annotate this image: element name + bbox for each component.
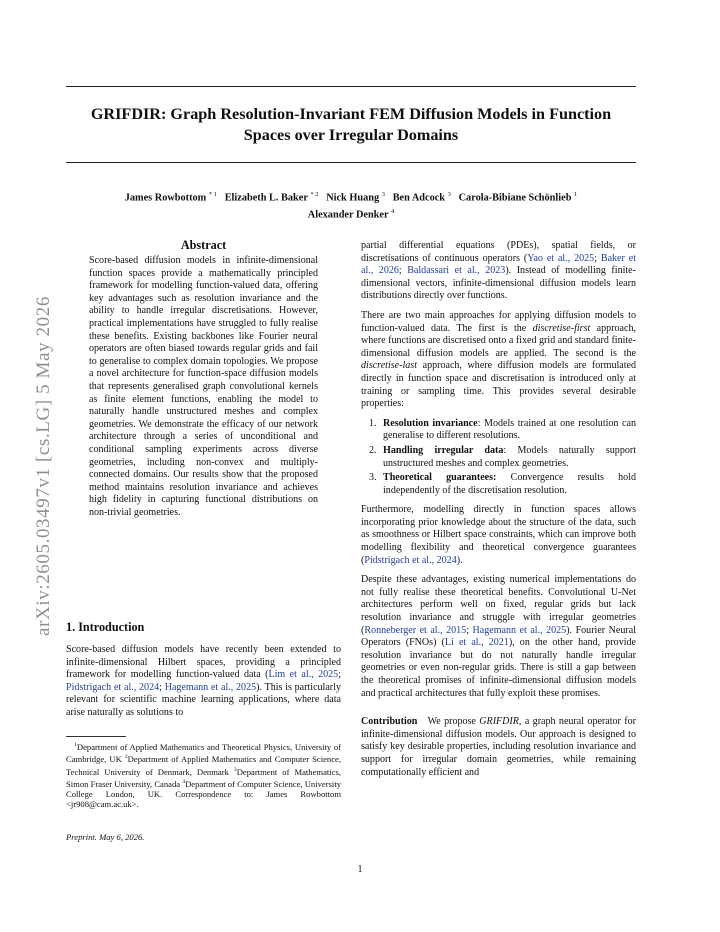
list-item-title: Handling irregular data bbox=[383, 444, 504, 456]
text-run: ). bbox=[456, 554, 463, 566]
text-run: ; bbox=[159, 681, 165, 693]
text-run: partial differential equations (PDEs), spatial fields, or discretisations of continuous operators ( bbox=[361, 240, 636, 264]
right-column bbox=[361, 240, 636, 779]
subsection-heading: Contribution bbox=[361, 716, 418, 728]
paragraph bbox=[361, 310, 636, 411]
author-affiliation-mark: * 1 bbox=[208, 191, 217, 198]
emphasis: discretise-last bbox=[361, 360, 417, 372]
paragraph bbox=[361, 504, 636, 567]
citation-link[interactable]: Lim et al., 2025 bbox=[268, 669, 339, 681]
author-name: Alexander Denker bbox=[307, 209, 389, 221]
list-item-text: : Models trained at one resolution can generalise to different resolutions. bbox=[383, 417, 637, 442]
text-run: Furthermore, modelling directly in function spaces allows incorporating prior knowledge about the structure of the data, such as smoothness or Hilbert space constraints, which can improve both modelling flexibility and theoretical convergence guarantees ( bbox=[361, 504, 636, 566]
title-bottom-rule bbox=[66, 162, 636, 163]
citation-link[interactable]: Hagemann et al., 2025 bbox=[472, 624, 567, 636]
citation-link[interactable]: Hagemann et al., 2025 bbox=[164, 681, 257, 693]
abstract-text: Score-based diffusion models in infinite-dimensional function spaces provide a mathematically principled framework for modelling function-valued data, offering key advantages such as resolution invariance and the ability to handle irregular discretisations. However, practical implementations have struggled to fully realise these benefits. Existing backbones like Fourier neural operators are often biased towards regular grids and fail to generalise to complex domain topologies. We propose a novel architecture for function-space diffusion models that represents generalised graph convolutional kernels as finite element functions, enabling the model to naturally handle unstructured meshes and complex geometries. We demonstrate the efficacy of our network architecture through a series of unconditional and conditional sampling experiments across diverse geometries, including non-convex and multiply-connected domains. Our results show that the proposed method maintains resolution invariance and achieves high fidelity in capturing functional distributions on non-trivial geometries. bbox=[89, 255, 318, 518]
properties-list bbox=[361, 418, 636, 498]
author-affiliation-mark: 4 bbox=[390, 207, 395, 215]
list-number: 2. bbox=[369, 444, 377, 456]
citation-link[interactable]: Baker et al., 2026 bbox=[361, 252, 636, 277]
author-affiliation-mark: 1 bbox=[574, 191, 578, 198]
citation-link[interactable]: Baldassari et al., 2023 bbox=[407, 265, 506, 277]
author-name: Carola-Bibiane Schönlieb bbox=[458, 192, 572, 204]
paper-title bbox=[66, 104, 636, 146]
text-run: approach, where functions are discretised onto a fixed grid and standard finite-dimensional diffusion models are applied. The second is the bbox=[361, 322, 636, 359]
text-run: , a graph neural operator for infinite-dimensional diffusion models. Our approach is designed to satisfy key desirable properties, including resolution invariance and support for irregular domain geometries, while remaining computationally efficient and bbox=[361, 716, 636, 778]
text-run: ; bbox=[338, 669, 341, 681]
list-item-title: Resolution invariance bbox=[383, 417, 478, 429]
text-run: Score-based diffusion models have recently been extended to infinite-dimensional Hilbert spaces, providing a principled framework for modelling function-valued data ( bbox=[66, 644, 341, 681]
text-run: Department of Computer Science, University College London, UK. Correspondence to: James Rowbottom <jr908@cam.ac.uk>. bbox=[66, 778, 342, 810]
text-run: Despite these advantages, existing numerical implementations do not fully realise these theoretical benefits. Convolutional U-Net architectures perform well on fixed, regular grids but lack resolution invariance and struggle with irregular geometries ( bbox=[361, 574, 636, 636]
list-item bbox=[361, 418, 636, 443]
list-item bbox=[361, 445, 636, 470]
citation-link[interactable]: Pidstrigach et al., 2024 bbox=[364, 554, 457, 566]
author-affiliation-mark: * 2 bbox=[310, 191, 319, 198]
author-line-1 bbox=[66, 188, 636, 205]
text-run: ). Fourier Neural Operators (FNOs) ( bbox=[361, 624, 636, 649]
preprint-note: Preprint. May 6, 2026. bbox=[66, 832, 145, 842]
citation-link[interactable]: Pidstrigach et al., 2024 bbox=[66, 681, 160, 693]
citation-link[interactable]: Li et al., 2021 bbox=[444, 637, 509, 649]
text-run: Department of Applied Mathematics and Theoretical Physics, University of Cambridge, UK bbox=[66, 741, 341, 765]
author-list bbox=[66, 188, 636, 222]
paragraph bbox=[361, 574, 636, 700]
author-name: James Rowbottom bbox=[124, 192, 207, 204]
footnote-mark: 2 bbox=[124, 754, 128, 761]
footnote-mark: 3 bbox=[233, 766, 237, 773]
text-run: ; bbox=[398, 265, 408, 277]
text-run: We propose bbox=[427, 716, 480, 728]
page-number: 1 bbox=[357, 864, 363, 875]
author-line-2 bbox=[66, 205, 636, 222]
text-run: Department of Mathematics, Simon Fraser University, Canada bbox=[66, 766, 341, 789]
author-affiliation-mark: 3 bbox=[447, 191, 451, 198]
list-item bbox=[361, 472, 636, 497]
footnote-mark: 4 bbox=[182, 778, 186, 785]
list-number: 3. bbox=[369, 472, 377, 484]
paragraph bbox=[361, 716, 636, 779]
introduction-heading: 1. Introduction bbox=[66, 620, 145, 634]
introduction-paragraph bbox=[66, 644, 341, 720]
text-run: ). This is particularly relevant for scientific machine learning applications, where data arise naturally as solutions to bbox=[66, 681, 341, 718]
author-name: Nick Huang bbox=[326, 192, 380, 204]
abstract-heading: Abstract bbox=[180, 238, 227, 252]
paragraph bbox=[361, 240, 636, 303]
text-run: ; bbox=[466, 624, 473, 636]
list-item-title: Theoretical guarantees: bbox=[383, 472, 497, 484]
text-run: ; bbox=[594, 252, 601, 264]
title-line-2: Spaces over Irregular Domains bbox=[243, 126, 459, 144]
text-run: Department of Applied Mathematics and Computer Science, Technical University of Denmark, Denmark bbox=[66, 754, 341, 777]
text-run: approach, where diffusion models are formulated directly in function space and discretisation is introduced only at training or sampling time. This provides several desirable properties: bbox=[361, 360, 636, 410]
list-number: 1. bbox=[369, 417, 377, 429]
footnote-mark: 1 bbox=[74, 742, 77, 748]
affiliation-footnote bbox=[66, 740, 341, 810]
list-item-text: Convergence results hold independently of the discretisation resolution. bbox=[383, 472, 637, 496]
citation-link[interactable]: Ronneberger et al., 2015 bbox=[364, 624, 467, 636]
footnote-rule bbox=[66, 736, 126, 737]
text-run: There are two main approaches for applying diffusion models to function-valued data. The first is the bbox=[361, 309, 636, 334]
title-top-rule bbox=[66, 86, 636, 87]
author-name: Ben Adcock bbox=[392, 192, 446, 204]
list-item-text: : Models naturally support unstructured meshes and complex geometries. bbox=[383, 444, 636, 469]
author-affiliation-mark: 3 bbox=[381, 191, 385, 198]
emphasis: discretise-first bbox=[532, 322, 591, 334]
text-run: ), on the other hand, provide resolution invariance but do not naturally handle irregular geometries or even non-regular grids. There is still a gap between the theoretical promises of infinite-dimensional diffusion models and practical architectures that fully exploit these promises. bbox=[361, 637, 636, 699]
arxiv-identifier: arXiv:2605.03497v1 [cs.LG] 5 May 2026 bbox=[33, 296, 54, 636]
emphasis: GRIFDIR bbox=[479, 716, 519, 728]
author-name: Elizabeth L. Baker bbox=[224, 192, 308, 204]
citation-link[interactable]: Yao et al., 2025 bbox=[527, 252, 595, 264]
title-line-1: GRIFDIR: Graph Resolution-Invariant FEM Diffusion Models in Function bbox=[90, 105, 612, 123]
text-run: ). Instead of modelling finite-dimensional vectors, infinite-dimensional diffusion models learn distributions directly over functions. bbox=[361, 265, 636, 302]
